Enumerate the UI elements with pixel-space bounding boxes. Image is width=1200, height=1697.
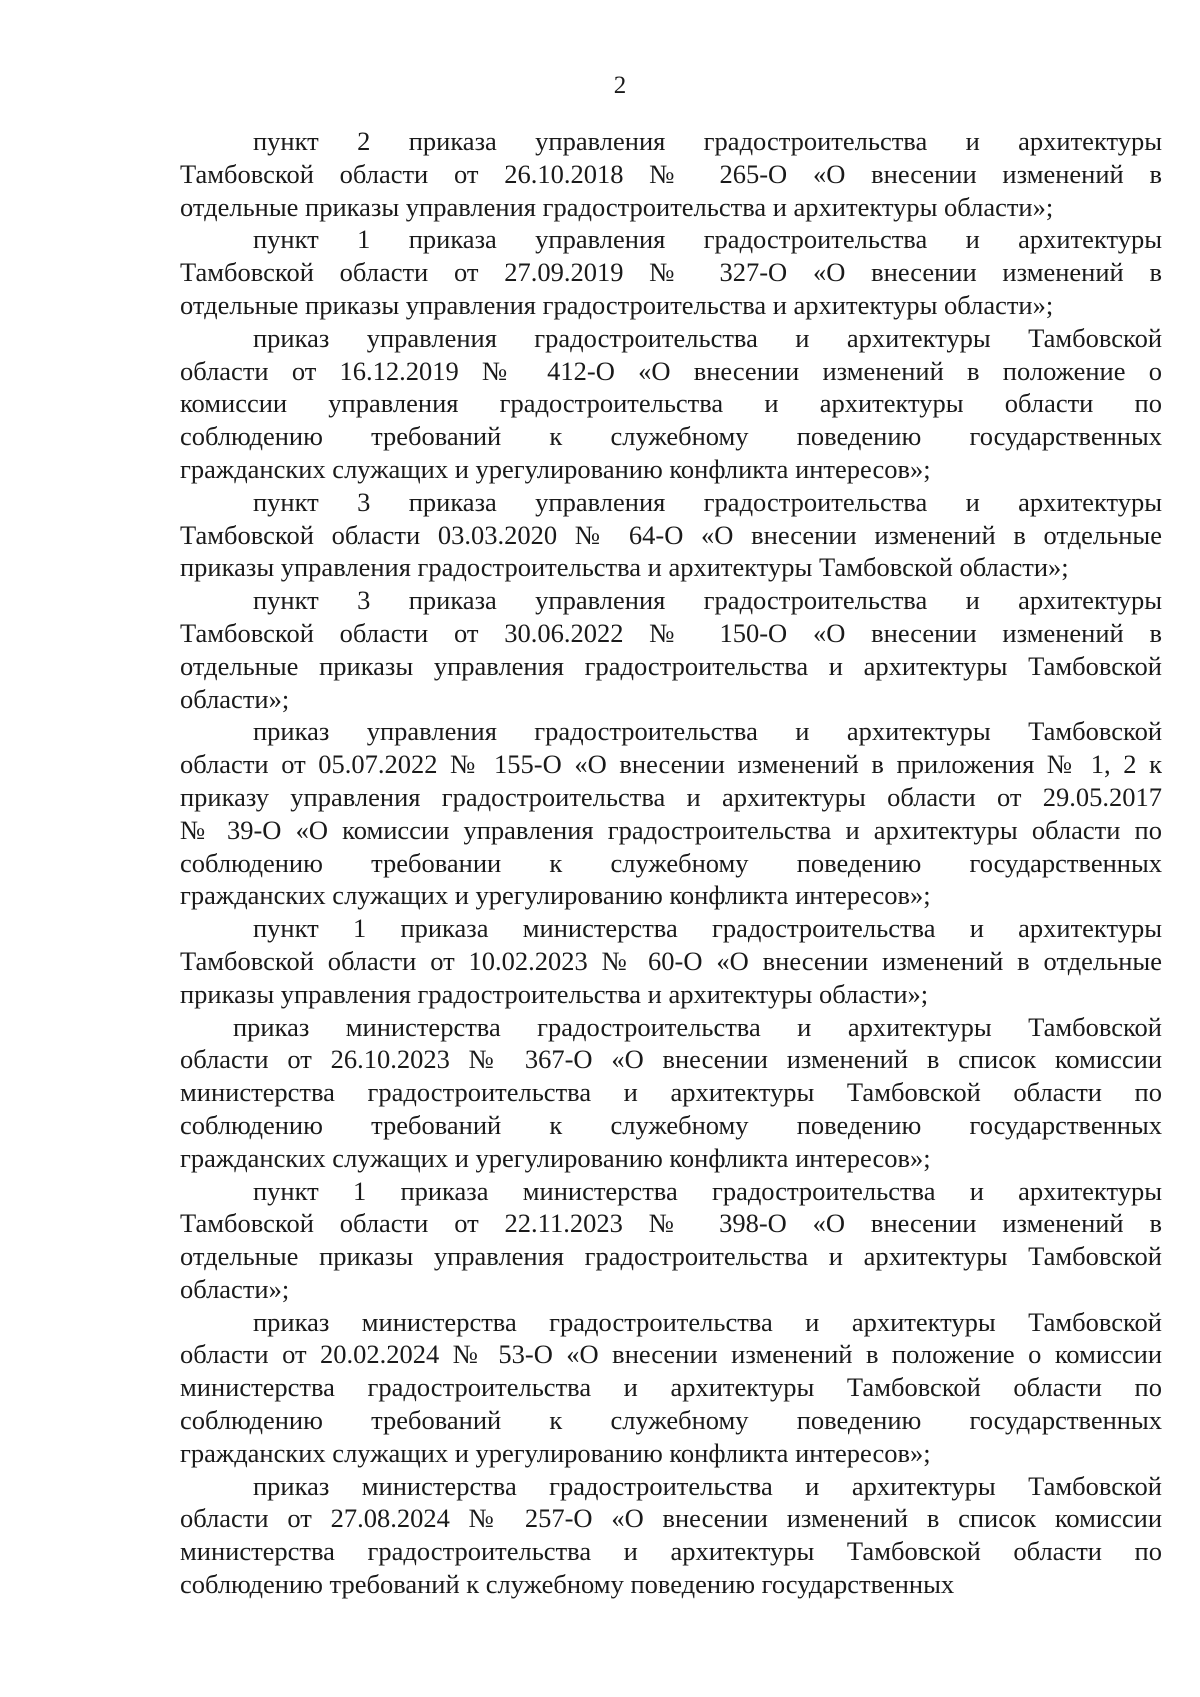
paragraph: [180, 715, 1162, 912]
paragraph: [180, 223, 1162, 321]
paragraph-line: приказ министерства градостроительства и архитектуры Тамбовской: [253, 1306, 1162, 1337]
paragraph: [180, 1306, 1162, 1470]
paragraph-line: приказ управления градостроительства и архитектуры Тамбовской: [253, 322, 1162, 353]
paragraph-line: пункт 3 приказа управления градостроительства и архитектуры: [253, 486, 1162, 517]
paragraph: [180, 1470, 1162, 1601]
page-number: 2: [613, 72, 627, 99]
paragraph-line: Тамбовской области от 27.09.2019 № 327-О «О внесении изменений в: [180, 257, 1162, 288]
paragraph-line: гражданских служащих и урегулированию конфликта интересов»;: [180, 1437, 931, 1468]
paragraph-line: пункт 1 приказа управления градостроительства и архитектуры: [253, 224, 1162, 255]
paragraph-line: гражданских служащих и урегулированию конфликта интересов»;: [180, 453, 931, 484]
paragraph-line: области от 20.02.2024 № 53-О «О внесении изменений в положение о комиссии: [180, 1339, 1162, 1370]
document-body: [180, 125, 1162, 1601]
paragraph-line: приказу управления градостроительства и архитектуры области от 29.05.2017: [180, 781, 1162, 812]
paragraph-line: соблюдению требований к служебному поведению государственных: [180, 1109, 1162, 1140]
paragraph: [180, 1175, 1162, 1306]
paragraph-line: комиссии управления градостроительства и архитектуры области по: [180, 388, 1162, 419]
paragraph: [180, 912, 1162, 1010]
paragraph-line: приказы управления градостроительства и архитектуры области»;: [180, 978, 929, 1009]
paragraph: [180, 1011, 1162, 1175]
paragraph-line: пункт 1 приказа министерства градостроительства и архитектуры: [253, 1175, 1162, 1206]
paragraph-line: приказ министерства градостроительства и архитектуры Тамбовской: [253, 1470, 1162, 1501]
paragraph-line: области от 16.12.2019 № 412-О «О внесении изменений в положение о: [180, 355, 1162, 386]
paragraph: [180, 584, 1162, 715]
paragraph-line: пункт 3 приказа управления градостроительства и архитектуры: [253, 585, 1162, 616]
paragraph: [180, 322, 1162, 486]
paragraph-line: отдельные приказы управления градостроительства и архитектуры Тамбовской: [180, 650, 1162, 681]
paragraph-line: соблюдению требований к служебному поведению государственных: [180, 421, 1162, 452]
paragraph-line: области от 26.10.2023 № 367-О «О внесении изменений в список комиссии: [180, 1044, 1162, 1075]
paragraph-line: гражданских служащих и урегулированию конфликта интересов»;: [180, 1142, 931, 1173]
paragraph-line: Тамбовской области от 22.11.2023 № 398-О «О внесении изменений в: [180, 1208, 1162, 1239]
paragraph-line: соблюдению требований к служебному поведению государственных: [180, 1569, 955, 1600]
paragraph-line: области»;: [180, 1273, 290, 1304]
paragraph-line: министерства градостроительства и архитектуры Тамбовской области по: [180, 1077, 1162, 1108]
paragraph: [180, 125, 1162, 223]
paragraph-line: отдельные приказы управления градостроительства и архитектуры области»;: [180, 191, 1054, 222]
paragraph-line: области от 27.08.2024 № 257-О «О внесении изменений в список комиссии: [180, 1503, 1162, 1534]
paragraph-line: Тамбовской области 03.03.2020 № 64-О «О внесении изменений в отдельные: [180, 519, 1162, 550]
paragraph-line: приказ министерства градостроительства и архитектуры Тамбовской: [233, 1011, 1162, 1042]
paragraph-line: гражданских служащих и урегулированию конфликта интересов»;: [180, 880, 931, 911]
paragraph-line: приказы управления градостроительства и архитектуры Тамбовской области»;: [180, 552, 1069, 583]
paragraph-line: Тамбовской области от 26.10.2018 № 265-О «О внесении изменений в: [180, 158, 1162, 189]
paragraph-line: отдельные приказы управления градостроительства и архитектуры Тамбовской: [180, 1241, 1162, 1272]
paragraph-line: министерства градостроительства и архитектуры Тамбовской области по: [180, 1536, 1162, 1567]
paragraph-line: пункт 2 приказа управления градостроительства и архитектуры: [253, 126, 1162, 156]
paragraph-line: приказ управления градостроительства и архитектуры Тамбовской: [253, 716, 1162, 747]
paragraph-line: области от 05.07.2022 № 155-О «О внесении изменений в приложения № 1, 2 к: [180, 749, 1162, 780]
paragraph-line: соблюдению требовании к служебному поведению государственных: [180, 847, 1162, 878]
paragraph-line: отдельные приказы управления градостроительства и архитектуры области»;: [180, 289, 1054, 320]
paragraph-line: Тамбовской области от 30.06.2022 № 150-О «О внесении изменений в: [180, 617, 1162, 648]
paragraph-line: пункт 1 приказа министерства градостроительства и архитектуры: [253, 913, 1162, 944]
paragraph-line: области»;: [180, 683, 290, 714]
paragraph-line: Тамбовской области от 10.02.2023 № 60-О «О внесении изменений в отдельные: [180, 945, 1162, 976]
paragraph-line: соблюдению требований к служебному поведению государственных: [180, 1405, 1162, 1436]
paragraph-line: № 39-О «О комиссии управления градостроительства и архитектуры области по: [180, 814, 1162, 845]
paragraph-line: министерства градостроительства и архитектуры Тамбовской области по: [180, 1372, 1162, 1403]
paragraph: [180, 486, 1162, 584]
